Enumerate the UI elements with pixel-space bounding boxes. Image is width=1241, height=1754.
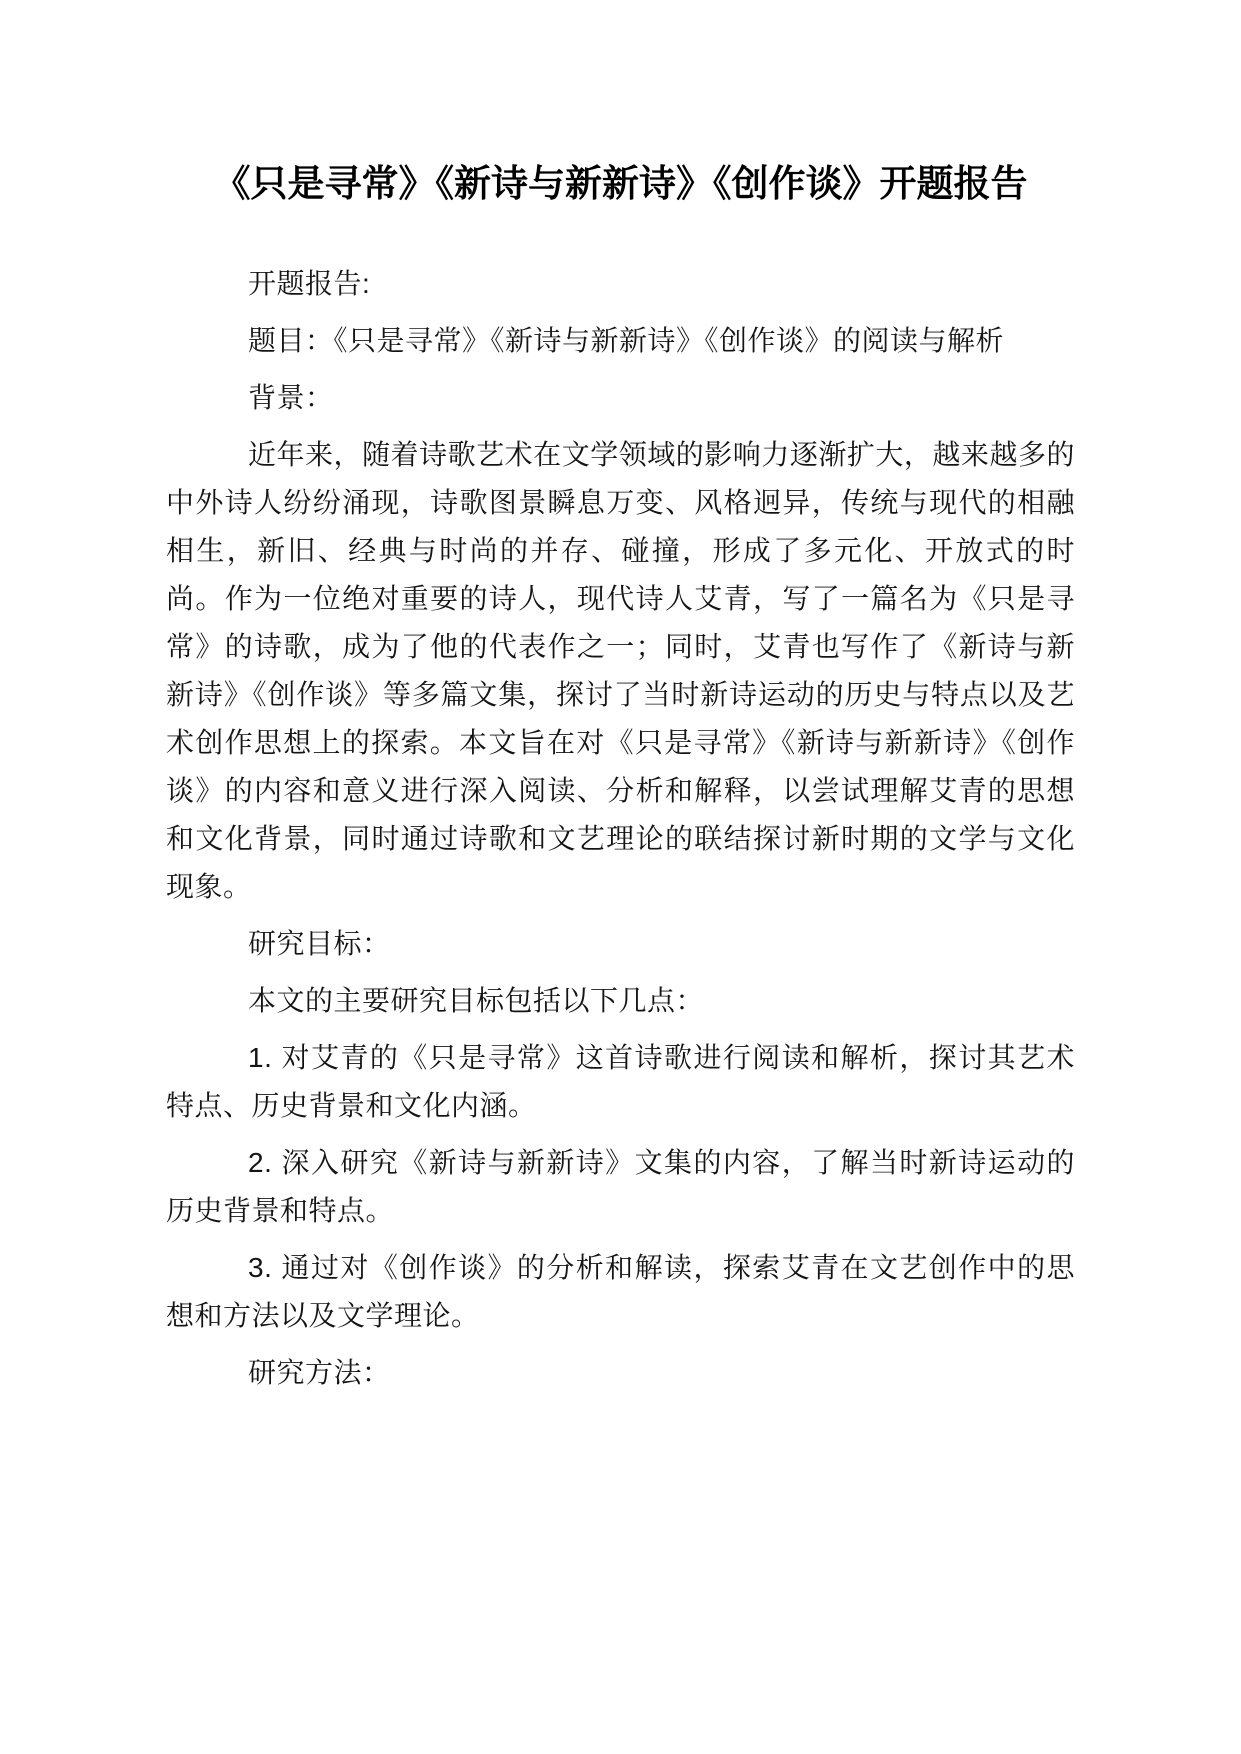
paragraph: 3. 通过对《创作谈》的分析和解读，探索艾青在文艺创作中的思想和方法以及文学理论。 [166,1252,1075,1331]
paragraph: 近年来，随着诗歌艺术在文学领域的影响力逐渐扩大，越来越多的中外诗人纷纷涌现，诗歌图景瞬息万变、风格迥异，传统与现代的相融相生，新旧、经典与时尚的并存、碰撞，形成了多元化、开放式的时尚。作为一位绝对重要的诗人，现代诗人艾青，写了一篇名为《只是寻常》的诗歌，成为了他的代表作之一；同时，艾青也写作了《新诗与新新诗》《创作谈》等多篇文集，探讨了当时新诗运动的历史与特点以及艺术创作思想上的探索。本文旨在对《只是寻常》《新诗与新新诗》《创作谈》的内容和意义进行深入阅读、分析和解释，以尝试理解艾青的思想和文化背景，同时通过诗歌和文艺理论的联结探讨新时期的文学与文化现象。 [166,439,1075,902]
paragraph: 开题报告: [248,268,371,299]
paragraph: 本文的主要研究目标包括以下几点： [248,985,705,1016]
paragraph: 1. 对艾青的《只是寻常》这首诗歌进行阅读和解析，探讨其艺术特点、历史背景和文化内涵。 [166,1042,1075,1121]
document-body [166,260,1075,1397]
document-title: 《只是寻常》《新诗与新新诗》《创作谈》开题报告 [213,163,1028,204]
paragraph: 背景： [248,382,334,413]
paragraph: 研究方法： [248,1357,391,1388]
paragraph: 题目：《只是寻常》《新诗与新新诗》《创作谈》的阅读与解析 [248,325,1005,356]
paragraph: 2. 深入研究《新诗与新新诗》文集的内容，了解当时新诗运动的历史背景和特点。 [166,1147,1075,1226]
paragraph: 研究目标： [248,928,391,959]
